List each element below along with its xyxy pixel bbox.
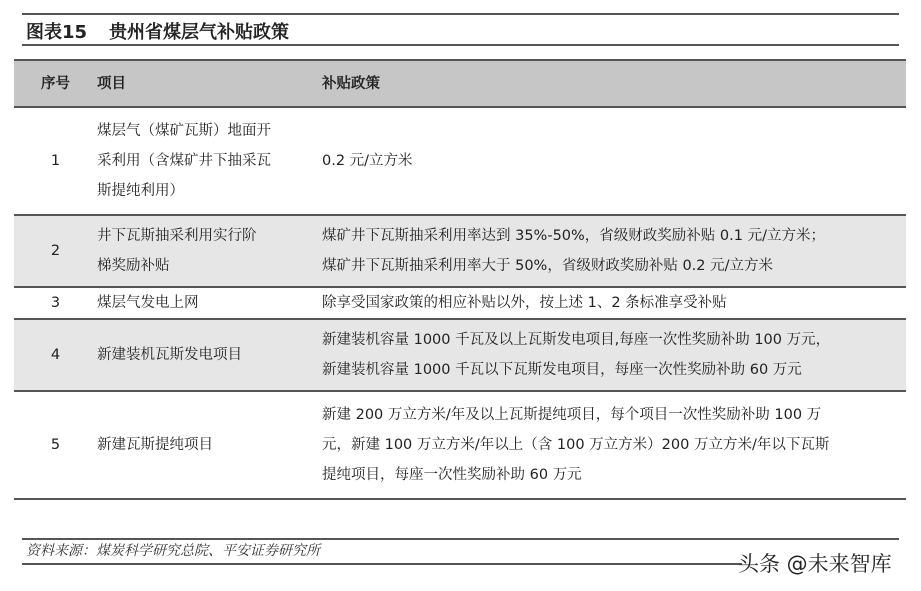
row-item-line: 采利用（含煤矿井下抽采瓦 [97,153,271,169]
row-item-line: 斯提纯利用） [97,183,184,199]
row-item-line: 新建瓦斯提纯项目 [97,437,213,453]
figure-title [26,18,311,44]
row-number: 4 [14,319,97,391]
row-policy [322,215,906,287]
policy-table [14,59,906,500]
row-policy-line: 除享受国家政策的相应补贴以外，按上述 1、2 条标准享受补贴 [322,295,727,311]
row-item [97,287,322,319]
table-row [14,287,906,319]
title-top-rule [22,13,899,15]
source-bottom-rule [22,563,742,565]
row-item [97,391,322,499]
row-policy [322,391,906,499]
row-policy-line: 新建装机容量 1000 千瓦及以上瓦斯发电项目,每座一次性奖励补助 100 万元， [322,332,831,348]
row-policy-line: 新建装机容量 1000 千瓦以下瓦斯发电项目，每座一次性奖励补助 60 万元 [322,362,802,378]
row-policy [322,287,906,319]
row-policy-line: 提纯项目，每座一次性奖励补助 60 万元 [322,467,582,483]
row-item-line: 井下瓦斯抽采利用实行阶 [97,228,257,244]
table-row [14,319,906,391]
row-policy [322,319,906,391]
table-row [14,215,906,287]
row-item [97,319,322,391]
row-number: 3 [14,287,97,319]
title-bottom-rule [22,44,899,46]
row-item [97,215,322,287]
watermark: 头条 @未来智库 [738,552,892,576]
row-item-line: 梯奖励补贴 [97,258,170,274]
source-note: 资料来源：煤炭科学研究总院、平安证券研究所 [26,543,320,559]
table-row [14,107,906,215]
header-item: 项目 [97,60,322,107]
row-item [97,107,322,215]
row-item-line: 煤层气发电上网 [97,295,199,311]
row-policy-line: 元，新建 100 万立方米/年以上（含 100 万立方米）200 万立方米/年以下瓦斯 [322,437,830,453]
row-number: 1 [14,107,97,215]
figure-label: 图表15 [26,22,88,43]
row-policy [322,107,906,215]
row-number: 5 [14,391,97,499]
row-policy-line: 0.2 元/立方米 [322,153,413,169]
row-number: 2 [14,215,97,287]
row-item-line: 煤层气（煤矿瓦斯）地面开 [97,123,271,139]
row-policy-line: 新建 200 万立方米/年及以上瓦斯提纯项目，每个项目一次性奖励补助 100 万 [322,407,822,423]
table-header-row [14,60,906,107]
row-policy-line: 煤矿井下瓦斯抽采利用率达到 35%-50%，省级财政奖励补贴 0.1 元/立方米； [322,228,825,244]
figure-title-text: 贵州省煤层气补贴政策 [109,22,290,43]
row-policy-line: 煤矿井下瓦斯抽采利用率大于 50%，省级财政奖励补贴 0.2 元/立方米 [322,258,773,274]
header-no: 序号 [14,60,97,107]
table-row [14,391,906,499]
row-item-line: 新建装机瓦斯发电项目 [97,347,242,363]
header-policy: 补贴政策 [322,60,906,107]
